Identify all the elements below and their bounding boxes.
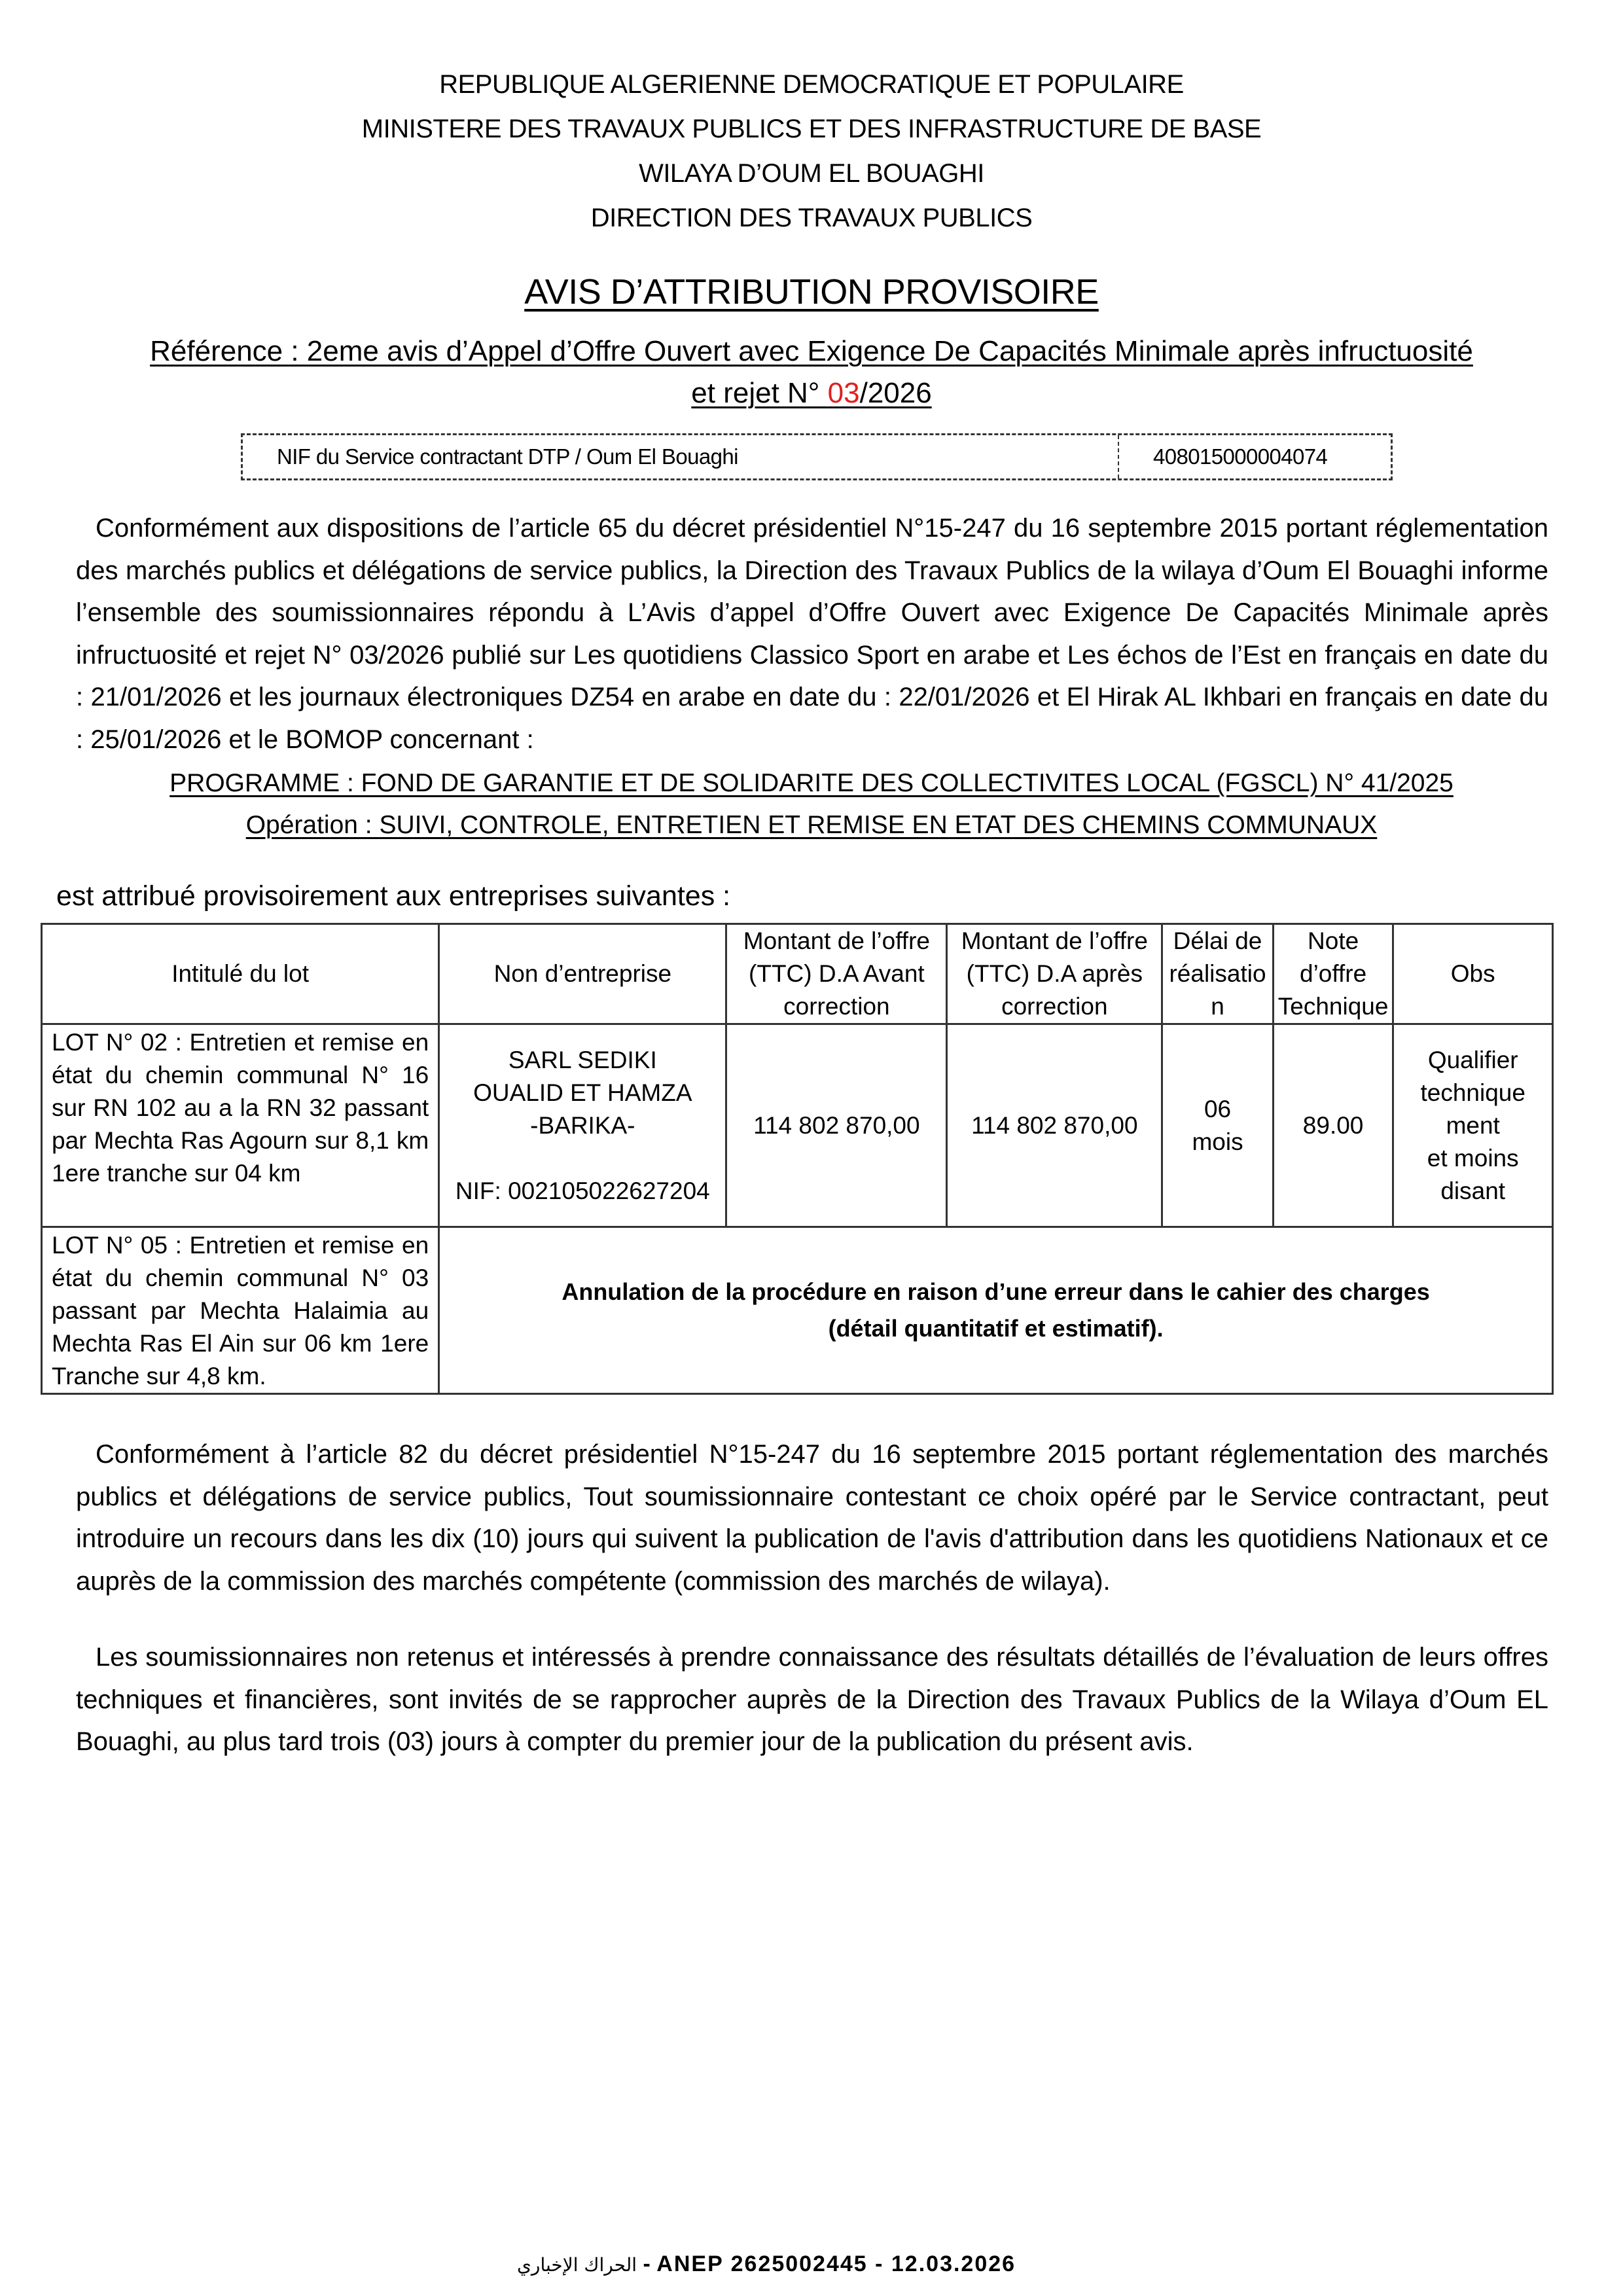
- amount-after: 114 802 870,00: [947, 1024, 1162, 1227]
- paragraph-article-65: [76, 507, 1548, 761]
- paragraph-non-retained-text: Les soumissionnaires non retenus et intéressés à prendre connaissance des résultats détaillés de l’évaluation de leurs offres techniques et financières, sont invités de se rapprocher auprès de la Direction des Travaux Publics de la Wilaya d’Oum EL Bouaghi, au plus tard trois (03) jours à compter du premier jour de la publication du présent avis.: [76, 1643, 1548, 1756]
- header-direction: DIRECTION DES TRAVAUX PUBLICS: [590, 204, 1033, 232]
- col-header-lot: Intitulé du lot: [42, 924, 439, 1024]
- obs-line: disant: [1440, 1177, 1506, 1204]
- publication-footer: [517, 2251, 1016, 2277]
- col-header-amount-before: Montant de l’offre (TTC) D.A Avant correction: [726, 924, 947, 1024]
- header-republic: REPUBLIQUE ALGERIENNE DEMOCRATIQUE ET POPULAIRE: [439, 70, 1184, 99]
- cancellation-line2: (détail quantitatif et estimatif).: [828, 1315, 1164, 1342]
- paragraph-article-65-text: Conformément aux dispositions de l’article 65 du décret présidentiel N°15-247 du 16 septembre 2015 portant réglementation des marchés publics et délégations de service publics, la Direction des Travaux Publics de la wilaya d’Oum El Bouaghi informe l’ensemble des soumissionnaires répondu à L’Avis d’appel d’Offre Ouvert avec Exigence De Capacités Minimale après infructuosité et rejet N° 03/2026 publié sur Les quotidiens Classico Sport en arabe et Les échos de l’Est en français en date du : 21/01/2026 et les journaux électroniques DZ54 en arabe en date du : 22/01/2026 et El Hirak AL Ikhbari en français en date du : 25/01/2026 et le BOMOP concernant :: [76, 514, 1548, 754]
- table-row: [42, 1227, 1553, 1394]
- col-header-obs: Obs: [1393, 924, 1553, 1024]
- paragraph-recourse: [76, 1433, 1548, 1602]
- reference-prefix: et rejet N°: [691, 377, 828, 409]
- company-cell: [439, 1024, 726, 1227]
- company-name: SARL SEDIKI OUALID ET HAMZA: [473, 1046, 692, 1106]
- programme-line: PROGRAMME : FOND DE GARANTIE ET DE SOLIDARITE DES COLLECTIVITES LOCAL (FGSCL) N° 41/2025: [169, 769, 1454, 797]
- obs-line: et moins: [1427, 1144, 1519, 1172]
- reference-line1: Référence : 2eme avis d’Appel d’Offre Ouvert avec Exigence De Capacités Minimale après infructuosité: [150, 335, 1473, 367]
- header-block: [0, 62, 1623, 240]
- header-ministry: MINISTERE DES TRAVAUX PUBLICS ET DES INFRASTRUCTURE DE BASE: [361, 115, 1262, 143]
- footer-anep: ANEP 2625002445 - 12.03.2026: [656, 2251, 1016, 2276]
- obs-line: ment: [1446, 1111, 1500, 1139]
- document-title: AVIS D’ATTRIBUTION PROVISOIRE: [524, 272, 1099, 312]
- programme-block: [0, 762, 1623, 846]
- obs-line: technique: [1420, 1079, 1525, 1106]
- footer-separator: -: [637, 2251, 657, 2276]
- technical-score: 89.00: [1273, 1024, 1393, 1227]
- cancellation-notice: [439, 1227, 1553, 1394]
- table-row: [42, 1024, 1553, 1227]
- delay-cell: [1162, 1024, 1273, 1227]
- reference-suffix: /2026: [859, 377, 932, 409]
- footer-newspaper-arabic: الحراك الإخباري: [517, 2254, 637, 2276]
- delay-value: 06: [1204, 1095, 1232, 1122]
- delay-unit: mois: [1192, 1128, 1243, 1155]
- header-wilaya: WILAYA D’OUM EL BOUAGHI: [639, 159, 984, 188]
- company-city: -BARIKA-: [530, 1111, 635, 1139]
- operation-line: Opération : SUIVI, CONTROLE, ENTRETIEN ET REMISE EN ETAT DES CHEMINS COMMUNAUX: [245, 811, 1378, 839]
- amount-before: 114 802 870,00: [726, 1024, 947, 1227]
- obs-cell: [1393, 1024, 1553, 1227]
- nif-value: 408015000004074: [1153, 444, 1328, 469]
- lot-title: LOT N° 05 : Entretien et remise en état du chemin communal N° 03 passant par Mechta Halaimia au Mechta Ras El Ain sur 06 km 1ere Tranche sur 4,8 km.: [42, 1227, 439, 1394]
- award-table: [41, 923, 1554, 1395]
- paragraph-recourse-text: Conformément à l’article 82 du décret présidentiel N°15-247 du 16 septembre 2015 portant réglementation des marchés publics et délégations de service publics, Tout soumissionnaire contestant ce choix opéré par le Service contractant, peut introduire un recours dans les dix (10) jours qui suivent la publication de l'avis d'attribution dans les quotidiens Nationaux et ce auprès de la commission des marchés compétente (commission des marchés de wilaya).: [76, 1440, 1548, 1596]
- company-nif: NIF: 002105022627204: [455, 1177, 710, 1204]
- reference-number: 03: [827, 377, 860, 409]
- lot-title: LOT N° 02 : Entretien et remise en état du chemin communal N° 16 sur RN 102 au a la RN 32 passant par Mechta Ras Agourn sur 8,1 km 1ere tranche sur 04 km: [42, 1024, 439, 1227]
- paragraph-non-retained: [76, 1636, 1548, 1763]
- table-header-row: [42, 924, 1553, 1024]
- nif-box: [241, 433, 1393, 480]
- col-header-technical-score: Note d’offre Technique: [1273, 924, 1393, 1024]
- col-header-delay: Délai de réalisatio n: [1162, 924, 1273, 1024]
- obs-line: Qualifier: [1427, 1046, 1518, 1073]
- reference: [59, 331, 1564, 414]
- cancellation-line1: Annulation de la procédure en raison d’une erreur dans le cahier des charges: [562, 1278, 1430, 1305]
- col-header-company: Non d’entreprise: [439, 924, 726, 1024]
- reference-line2: [59, 372, 1564, 414]
- attribution-intro: est attribué provisoirement aux entreprises suivantes :: [56, 880, 731, 912]
- col-header-amount-after: Montant de l’offre (TTC) D.A après correction: [947, 924, 1162, 1024]
- nif-label: NIF du Service contractant DTP / Oum El Bouaghi: [243, 435, 1119, 478]
